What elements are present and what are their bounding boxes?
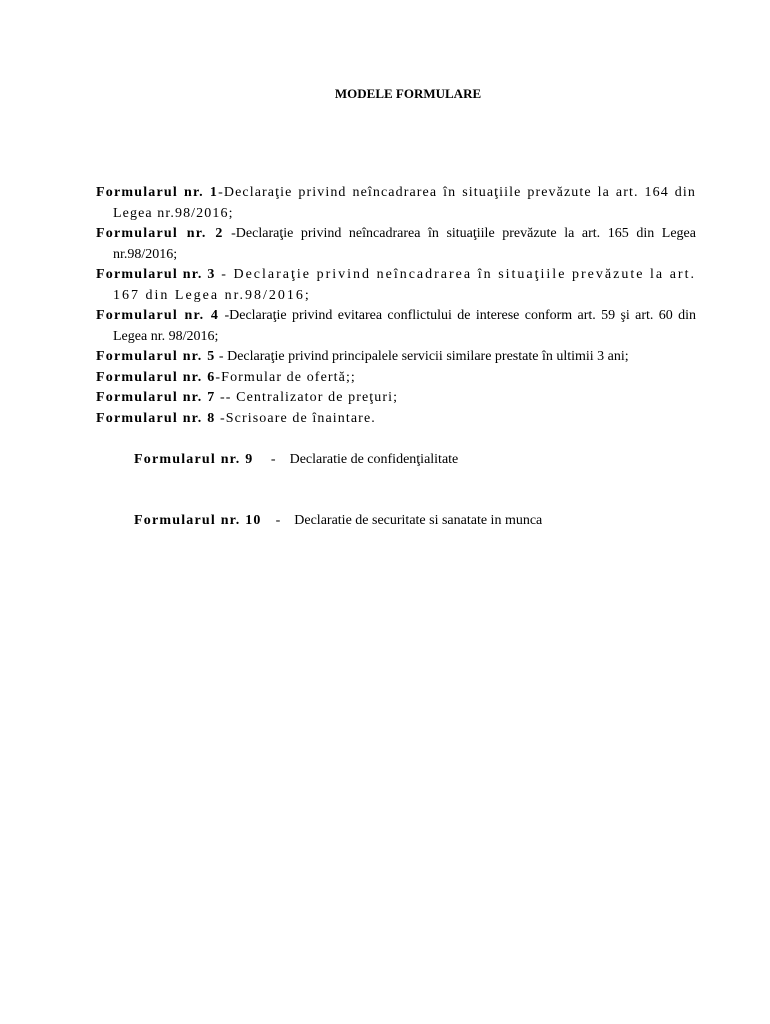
form-description: - Declaraţie privind principalele servicii similare prestate în ultimii 3 ani; xyxy=(215,349,629,364)
form-number: Formularul nr. 4 xyxy=(96,308,220,323)
form-entry-4 xyxy=(96,306,696,347)
form-number: Formularul nr. 1 xyxy=(96,185,219,200)
form-number: Formularul nr. 10 xyxy=(134,513,262,528)
form-list xyxy=(96,183,696,552)
form-number: Formularul nr. 3 xyxy=(96,267,216,282)
form-number: Formularul nr. 7 xyxy=(96,390,216,405)
form-description: -Scrisoare de înaintare. xyxy=(215,410,376,426)
form-entry-2 xyxy=(96,224,696,265)
form-entry-1 xyxy=(96,183,696,224)
form-entry-6 xyxy=(96,368,696,389)
form-description: -Formular de ofertă;; xyxy=(215,369,356,385)
form-number: Formularul nr. 5 xyxy=(96,349,216,364)
form-number: Formularul nr. 8 xyxy=(96,410,216,426)
form-description: -Declaraţie privind neîncadrarea în situaţiile prevăzute la art. 164 din Legea nr.98/2016; xyxy=(113,185,696,221)
form-entry-8 xyxy=(96,409,696,430)
form-number: Formularul nr. 9 xyxy=(134,451,254,467)
form-entry-10 xyxy=(96,491,696,553)
form-number: Formularul nr. 2 xyxy=(96,226,224,241)
form-description: - Declaraţie privind neîncadrarea în situaţiile prevăzute la art. 167 din Legea nr.98/2016; xyxy=(113,267,696,303)
form-entry-5 xyxy=(96,347,696,368)
form-number: Formularul nr. 6 xyxy=(96,369,216,385)
form-description: -Declaraţie privind neîncadrarea în situaţiile prevăzute la art. 165 din Legea nr.98/2016; xyxy=(113,226,696,262)
form-entry-9 xyxy=(96,429,696,491)
form-description: -- Centralizator de preţuri; xyxy=(215,390,399,405)
form-description: -Declaraţie privind evitarea conflictului de interese conform art. 59 şi art. 60 din Legea nr. 98/2016; xyxy=(113,308,696,344)
document-title: MODELE FORMULARE xyxy=(334,86,482,101)
form-description: - Declaratie de securitate si sanatate in munca xyxy=(261,513,543,528)
form-entry-7 xyxy=(96,388,696,409)
form-description: - Declaratie de confidenţialitate xyxy=(253,451,459,467)
form-entry-3 xyxy=(96,265,696,306)
